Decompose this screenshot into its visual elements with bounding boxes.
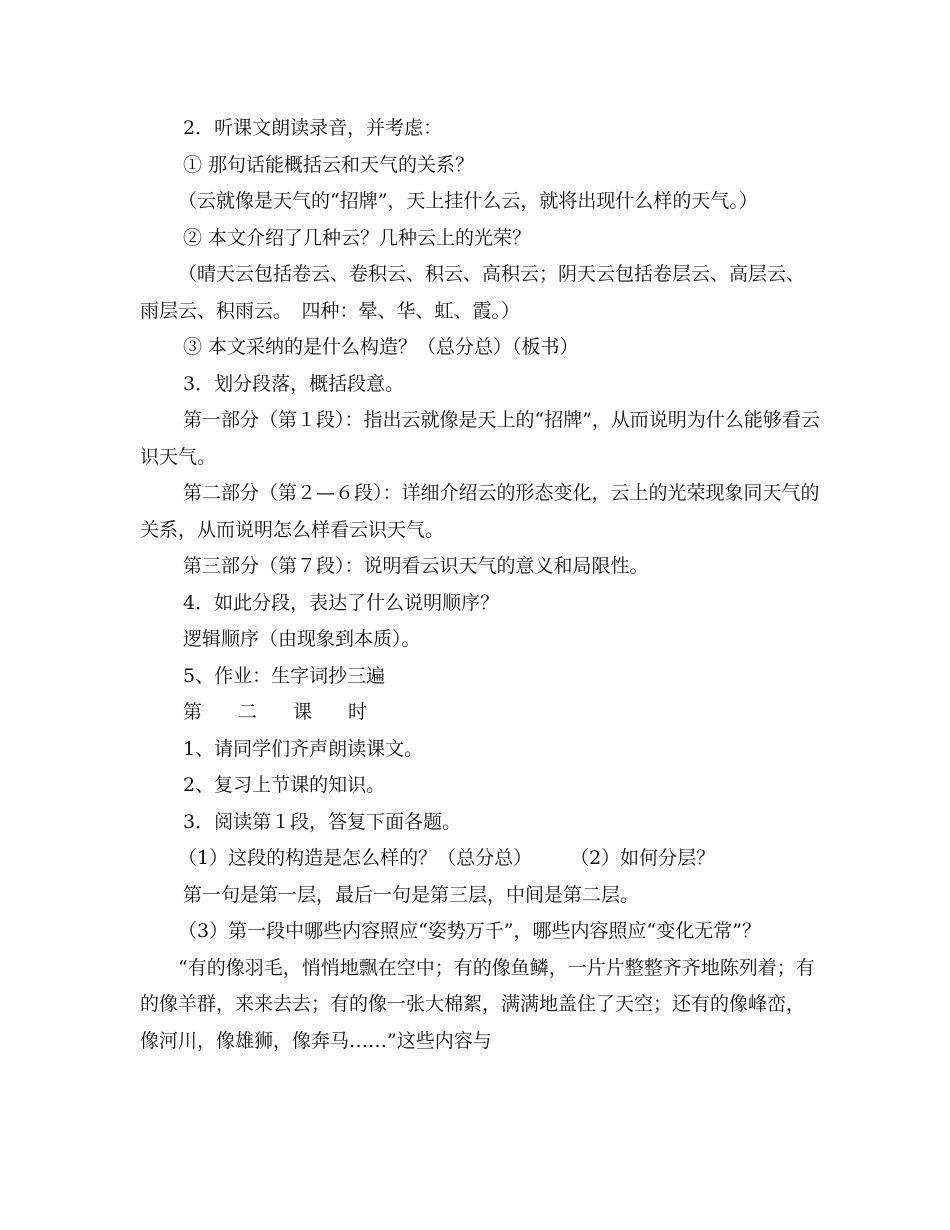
step-2-review: 2、复习上节课的知识。 — [183, 774, 386, 796]
question-2-item-3: ③ 本文采纳的是什么构造？（总分总）（板书） — [183, 336, 579, 358]
answer-layers: 第一句是第一层，最后一句是第三层，中间是第二层。 — [183, 883, 640, 906]
homework: 5、作业：生字词抄三遍 — [183, 664, 386, 687]
answer-4-order: 逻辑顺序（由现象到本质）。 — [183, 628, 421, 650]
second-lesson-heading — [140, 694, 820, 731]
question-4-order: 4．如此分段，表达了什么说明顺序？ — [183, 591, 500, 614]
part-two-summary: 第二部分（第２—６段）：详细介绍云的形态变化，云上的光荣现象同天气的关系，从而说明怎么样看云识天气。 — [140, 482, 820, 541]
document-body — [140, 110, 820, 1059]
heading-char: 课 — [293, 701, 313, 723]
step-3-read-paragraph: 3．阅读第１段，答复下面各题。 — [183, 810, 462, 833]
sub-question-3: （3）第一段中哪些内容照应“姿势万千”，哪些内容照应“变化无常”？ — [178, 920, 761, 942]
heading-char: 第 — [183, 701, 203, 723]
question-2-item-1: ① 那句话能概括云和天气的关系？ — [183, 153, 475, 176]
answer-2-item-2: （晴天云包括卷云、卷积云、积云、高积云；阴天云包括卷层云、高层云、雨层云、积雨云。 四种：晕、华、虹、霞。） — [140, 263, 806, 322]
question-3-divide: 3．划分段落，概括段意。 — [183, 372, 405, 395]
quote-passage: “有的像羽毛，悄悄地飘在空中；有的像鱼鳞，一片片整整齐齐地陈列着；有的像羊群，来来去去；有的像一张大棉絮，满满地盖住了天空；还有的像峰峦，像河川，像雄狮，像奔马……”这些内容与 — [140, 956, 815, 1052]
heading-char: 二 — [238, 701, 258, 723]
sub-questions-1-2: （1）这段的构造是怎么样的？（总分总） （2）如何分层？ — [178, 847, 716, 869]
part-three-summary: 第三部分（第７段）：说明看云识天气的意义和局限性。 — [183, 555, 649, 577]
question-2-listen: 2．听课文朗读录音，并考虑： — [183, 117, 443, 139]
part-one-summary: 第一部分（第１段）：指出云就像是天上的“招牌”，从而说明为什么能够看云识天气。 — [140, 409, 820, 468]
heading-char: 时 — [348, 701, 368, 723]
step-1-read-aloud: 1、请同学们齐声朗读课文。 — [183, 737, 424, 760]
question-2-item-2: ② 本文介绍了几种云？几种云上的光荣？ — [183, 226, 532, 249]
answer-2-item-1: （云就像是天气的“招牌”，天上挂什么云，就将出现什么样的天气。） — [178, 190, 758, 212]
